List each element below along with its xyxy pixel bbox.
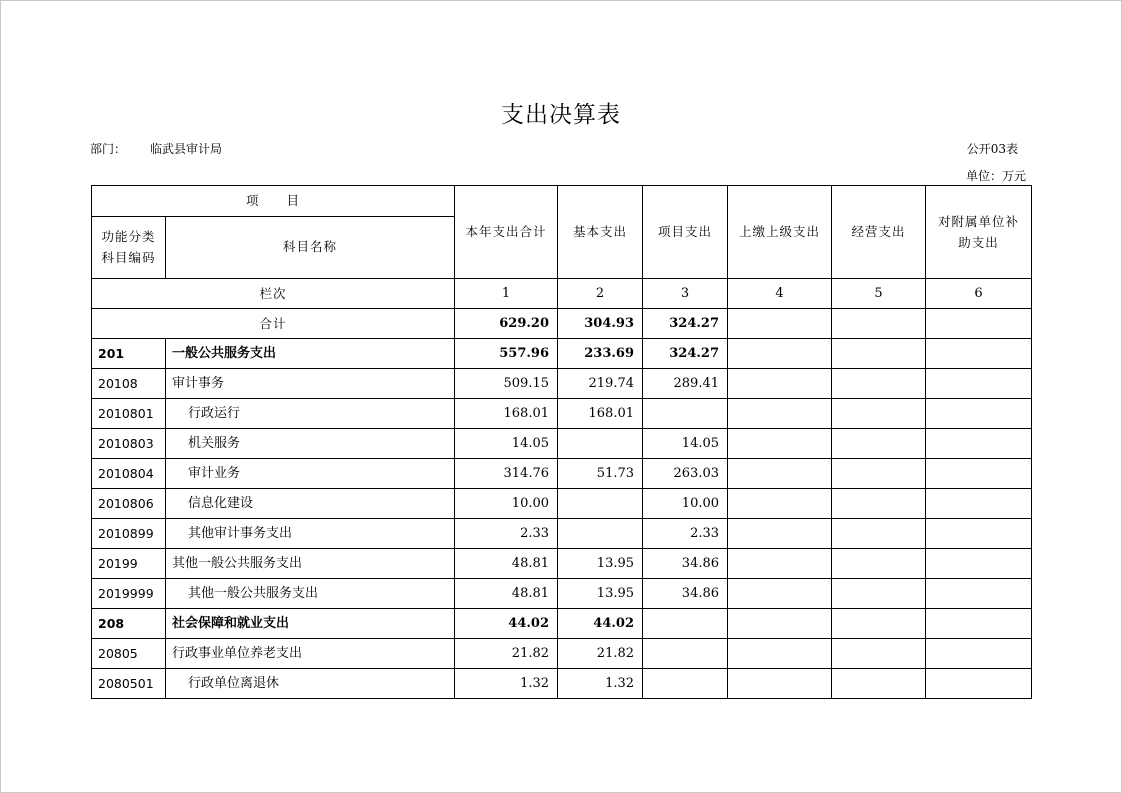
page-title: 支出决算表 bbox=[501, 102, 621, 128]
row-code: 2010803 bbox=[92, 429, 166, 459]
row-upper bbox=[728, 459, 832, 489]
header-project: 项目支出 bbox=[643, 186, 728, 279]
total-value: 629.20 bbox=[455, 309, 558, 339]
row-subsidy bbox=[926, 339, 1032, 369]
row-code: 2010899 bbox=[92, 519, 166, 549]
row-upper bbox=[728, 339, 832, 369]
row-project: 2.33 bbox=[643, 519, 728, 549]
table-row bbox=[92, 549, 1032, 579]
department-value: 临武县审计局 bbox=[150, 142, 223, 156]
row-subsidy bbox=[926, 489, 1032, 519]
row-project bbox=[643, 639, 728, 669]
row-name: 行政运行 bbox=[166, 399, 455, 429]
row-upper bbox=[728, 399, 832, 429]
row-basic: 168.01 bbox=[558, 399, 643, 429]
expenditure-table bbox=[91, 185, 1032, 699]
column-index-4: 4 bbox=[728, 279, 832, 309]
row-project bbox=[643, 609, 728, 639]
row-business bbox=[832, 339, 926, 369]
table-row bbox=[92, 669, 1032, 699]
unit-label: 单位：万元 bbox=[965, 169, 1026, 183]
row-project: 14.05 bbox=[643, 429, 728, 459]
row-subsidy bbox=[926, 429, 1032, 459]
table-row bbox=[92, 609, 1032, 639]
row-subsidy bbox=[926, 459, 1032, 489]
table-row bbox=[92, 519, 1032, 549]
row-upper bbox=[728, 429, 832, 459]
row-subsidy bbox=[926, 549, 1032, 579]
column-index-row bbox=[92, 279, 1032, 309]
row-code: 2010806 bbox=[92, 489, 166, 519]
row-business bbox=[832, 669, 926, 699]
row-upper bbox=[728, 549, 832, 579]
row-code: 20108 bbox=[92, 369, 166, 399]
row-business bbox=[832, 549, 926, 579]
row-name: 机关服务 bbox=[166, 429, 455, 459]
row-subsidy bbox=[926, 669, 1032, 699]
table-row bbox=[92, 369, 1032, 399]
header-code: 功能分类科目编码 bbox=[92, 216, 166, 278]
row-business bbox=[832, 489, 926, 519]
column-index-6: 6 bbox=[926, 279, 1032, 309]
department-label: 部门： bbox=[90, 142, 127, 156]
row-name: 其他一般公共服务支出 bbox=[166, 549, 455, 579]
row-code: 201 bbox=[92, 339, 166, 369]
row-name: 行政单位离退休 bbox=[166, 669, 455, 699]
row-basic bbox=[558, 489, 643, 519]
column-index-5: 5 bbox=[832, 279, 926, 309]
header-upper: 上缴上级支出 bbox=[728, 186, 832, 279]
row-project: 289.41 bbox=[643, 369, 728, 399]
column-index-2: 2 bbox=[558, 279, 643, 309]
total-basic: 304.93 bbox=[558, 309, 643, 339]
total-upper bbox=[728, 309, 832, 339]
row-basic bbox=[558, 519, 643, 549]
row-total: 314.76 bbox=[455, 459, 558, 489]
row-code: 2080501 bbox=[92, 669, 166, 699]
header-total: 本年支出合计 bbox=[455, 186, 558, 279]
table-row bbox=[92, 429, 1032, 459]
row-project: 263.03 bbox=[643, 459, 728, 489]
row-subsidy bbox=[926, 399, 1032, 429]
row-code: 2010801 bbox=[92, 399, 166, 429]
row-basic: 21.82 bbox=[558, 639, 643, 669]
row-project: 10.00 bbox=[643, 489, 728, 519]
row-name: 信息化建设 bbox=[166, 489, 455, 519]
header-row-1 bbox=[92, 186, 1032, 217]
header-name: 科目名称 bbox=[166, 216, 455, 278]
column-index-label: 栏次 bbox=[92, 279, 455, 309]
row-code: 208 bbox=[92, 609, 166, 639]
row-business bbox=[832, 639, 926, 669]
data-rows bbox=[92, 339, 1032, 699]
header-basic: 基本支出 bbox=[558, 186, 643, 279]
row-total: 10.00 bbox=[455, 489, 558, 519]
table-row bbox=[92, 339, 1032, 369]
row-business bbox=[832, 369, 926, 399]
row-total: 509.15 bbox=[455, 369, 558, 399]
row-code: 2010804 bbox=[92, 459, 166, 489]
header-subsidy: 对附属单位补助支出 bbox=[926, 186, 1032, 279]
row-subsidy bbox=[926, 369, 1032, 399]
row-total: 2.33 bbox=[455, 519, 558, 549]
row-code: 20805 bbox=[92, 639, 166, 669]
row-name: 行政事业单位养老支出 bbox=[166, 639, 455, 669]
row-upper bbox=[728, 639, 832, 669]
header-business: 经营支出 bbox=[832, 186, 926, 279]
table-row bbox=[92, 489, 1032, 519]
form-number: 公开03表 bbox=[966, 142, 1018, 156]
column-index-3: 3 bbox=[643, 279, 728, 309]
row-total: 21.82 bbox=[455, 639, 558, 669]
table-row bbox=[92, 639, 1032, 669]
row-subsidy bbox=[926, 519, 1032, 549]
row-name: 其他一般公共服务支出 bbox=[166, 579, 455, 609]
table-row bbox=[92, 579, 1032, 609]
row-upper bbox=[728, 609, 832, 639]
column-index-1: 1 bbox=[455, 279, 558, 309]
row-business bbox=[832, 519, 926, 549]
row-code: 2019999 bbox=[92, 579, 166, 609]
row-total: 48.81 bbox=[455, 579, 558, 609]
total-business bbox=[832, 309, 926, 339]
row-subsidy bbox=[926, 639, 1032, 669]
row-basic: 51.73 bbox=[558, 459, 643, 489]
row-business bbox=[832, 459, 926, 489]
row-total: 14.05 bbox=[455, 429, 558, 459]
row-name: 其他审计事务支出 bbox=[166, 519, 455, 549]
row-upper bbox=[728, 369, 832, 399]
row-project bbox=[643, 399, 728, 429]
row-total: 48.81 bbox=[455, 549, 558, 579]
total-project: 324.27 bbox=[643, 309, 728, 339]
row-basic: 13.95 bbox=[558, 549, 643, 579]
row-upper bbox=[728, 489, 832, 519]
row-basic bbox=[558, 429, 643, 459]
row-total: 557.96 bbox=[455, 339, 558, 369]
row-project: 34.86 bbox=[643, 549, 728, 579]
row-project: 34.86 bbox=[643, 579, 728, 609]
row-total: 44.02 bbox=[455, 609, 558, 639]
row-basic: 44.02 bbox=[558, 609, 643, 639]
row-total: 1.32 bbox=[455, 669, 558, 699]
table-row bbox=[92, 399, 1032, 429]
row-subsidy bbox=[926, 579, 1032, 609]
row-upper bbox=[728, 519, 832, 549]
row-name: 社会保障和就业支出 bbox=[166, 609, 455, 639]
row-business bbox=[832, 429, 926, 459]
total-subsidy bbox=[926, 309, 1032, 339]
total-row bbox=[92, 309, 1032, 339]
row-business bbox=[832, 609, 926, 639]
row-name: 审计业务 bbox=[166, 459, 455, 489]
row-name: 一般公共服务支出 bbox=[166, 339, 455, 369]
row-business bbox=[832, 579, 926, 609]
row-subsidy bbox=[926, 609, 1032, 639]
row-basic: 1.32 bbox=[558, 669, 643, 699]
row-total: 168.01 bbox=[455, 399, 558, 429]
row-upper bbox=[728, 579, 832, 609]
total-label: 合计 bbox=[92, 309, 455, 339]
row-name: 审计事务 bbox=[166, 369, 455, 399]
row-basic: 219.74 bbox=[558, 369, 643, 399]
row-basic: 233.69 bbox=[558, 339, 643, 369]
row-business bbox=[832, 399, 926, 429]
header-item: 项 目 bbox=[92, 186, 455, 217]
table-row bbox=[92, 459, 1032, 489]
row-project bbox=[643, 669, 728, 699]
row-code: 20199 bbox=[92, 549, 166, 579]
department-line bbox=[90, 140, 222, 157]
row-project: 324.27 bbox=[643, 339, 728, 369]
row-upper bbox=[728, 669, 832, 699]
row-basic: 13.95 bbox=[558, 579, 643, 609]
